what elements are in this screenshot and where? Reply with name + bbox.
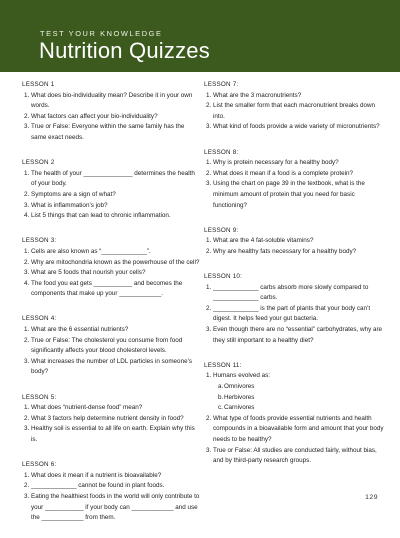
question-item: 3. What are 5 foods that nourish your cells?: [24, 269, 146, 277]
question-item: 1. What does it mean if a nutrient is bioavailable?: [24, 471, 162, 479]
answer-option: c. Carnivores: [218, 404, 255, 412]
question-item: 1. What are the 4 fat-soluble vitamins?: [206, 237, 314, 245]
question-item: 2. Why are mitochondria known as the powerhouse of the cell?: [24, 258, 200, 266]
question-list: [22, 247, 200, 300]
lesson-block: [204, 148, 384, 212]
lesson-block: [204, 272, 384, 346]
question-item: 1. What does bio-individuality mean? Describe it in your own words.: [24, 91, 193, 110]
question-list: [22, 471, 200, 524]
question-item: 3. Even though there are no “essential” carbohydrates, why are they still important to a healthy diet?: [206, 326, 383, 344]
question-item: 2. Symptoms are a sign of what?: [24, 190, 116, 198]
question-list: [204, 236, 384, 257]
right-column: [204, 80, 384, 481]
question-item: 1. The health of your ______________ determines the health of your body.: [24, 169, 195, 188]
lesson-title: LESSON 3:: [22, 237, 57, 245]
question-list: [204, 91, 384, 133]
question-item: 2. _____________ cannot be found in plant foods.: [24, 482, 165, 490]
question-item: 1. Cells are also known as “_____________”.: [24, 247, 151, 255]
question-item: 3. Eating the healthiest foods in the world will only contribute to your ___________ if your body can ____________ and use the ____________ from them.: [24, 492, 200, 522]
question-item: 3. What is inflammation’s job?: [24, 201, 108, 209]
question-item: 2. True or False: The cholesterol you consume from food significantly affects your blood cholesterol levels.: [24, 336, 183, 355]
question-item: 1. Humans evolved as:: [206, 372, 271, 380]
question-item: 1. What are the 3 macronutrients?: [206, 91, 302, 99]
lesson-block: [204, 226, 384, 258]
question-list: [204, 158, 384, 211]
question-list: [22, 91, 200, 144]
lesson-block: [22, 393, 200, 446]
lesson-title: LESSON 8:: [204, 148, 239, 156]
question-item: 4. The food you eat gets ___________ and becomes the components that make up your ____________.: [24, 279, 183, 298]
page-title: Nutrition Quizzes: [39, 38, 210, 63]
question-item: 2. What 3 factors help determine nutrient density in food?: [24, 414, 184, 422]
question-item: 2. What does it mean if a food is a complete protein?: [206, 169, 354, 177]
lesson-title: LESSON 5:: [22, 393, 57, 401]
lesson-block: [22, 236, 200, 300]
question-item: 3. What kind of foods provide a wide variety of micronutrients?: [206, 123, 380, 131]
answer-option: a. Omnivores: [218, 383, 255, 391]
page-number: 129: [365, 494, 378, 501]
question-list: [22, 169, 200, 222]
header-kicker: TEST YOUR KNOWLEDGE: [40, 29, 163, 38]
question-item: 1. _____________ carbs absorb more slowly compared to _____________ carbs.: [206, 283, 369, 302]
lesson-title: LESSON 1: [22, 81, 55, 88]
question-item: 3. Healthy soil is essential to all life on earth. Explain why this is.: [24, 425, 195, 443]
question-item: 2. Why are healthy fats necessary for a healthy body?: [206, 247, 357, 255]
question-list: [204, 371, 384, 466]
question-item: 2. What factors can affect your bio-individuality?: [24, 112, 158, 120]
question-item: 1. What are the 6 essential nutrients?: [24, 326, 129, 334]
question-list: [22, 403, 200, 445]
question-list: [204, 283, 384, 347]
question-item: 3. What increases the number of LDL particles in someone’s body?: [24, 357, 193, 376]
question-item: 3. Using the chart on page 39 in the textbook, what is the minimum amount of protein that you need for basic functioning?: [206, 180, 365, 209]
question-item: 1. What does “nutrient-dense food” mean?: [24, 404, 143, 412]
question-item: 3. True or False: Everyone within the same family has the same exact needs.: [24, 123, 185, 141]
lesson-block: [22, 158, 200, 222]
lesson-block: [204, 80, 384, 133]
lesson-block: [22, 80, 200, 144]
question-item: 2. _____________ is the part of plants that your body can’t digest. It helps feed your gut bacteria.: [206, 304, 371, 323]
question-item: 2. What type of foods provide essential nutrients and health compounds in a bioavailable form and amount that your body needs to be healthy?: [206, 414, 384, 443]
lesson-title: LESSON 7:: [204, 81, 239, 88]
question-item: 2. List the smaller form that each macronutrient breaks down into.: [206, 102, 376, 120]
lesson-title: LESSON 6:: [22, 461, 57, 469]
header-banner: [0, 0, 400, 72]
lesson-title: LESSON 10:: [204, 273, 243, 281]
answer-option: b. Herbivores: [218, 393, 255, 401]
lesson-title: LESSON 4:: [22, 315, 57, 323]
lesson-title: LESSON 2: [22, 159, 55, 167]
question-item: 3. True or False: All studies are conducted fairly, without bias, and by third-party research groups.: [206, 446, 377, 465]
question-item: 1. Why is protein necessary for a healthy body?: [206, 159, 339, 167]
question-item: 4. List 5 things that can lead to chronic inflammation.: [24, 212, 171, 220]
lesson-title: LESSON 11:: [204, 361, 242, 369]
lesson-title: LESSON 9:: [204, 226, 239, 234]
lesson-block: [22, 314, 200, 378]
lesson-block: [22, 460, 200, 524]
left-column: [22, 80, 200, 538]
question-list: [22, 325, 200, 378]
lesson-block: [204, 361, 384, 467]
